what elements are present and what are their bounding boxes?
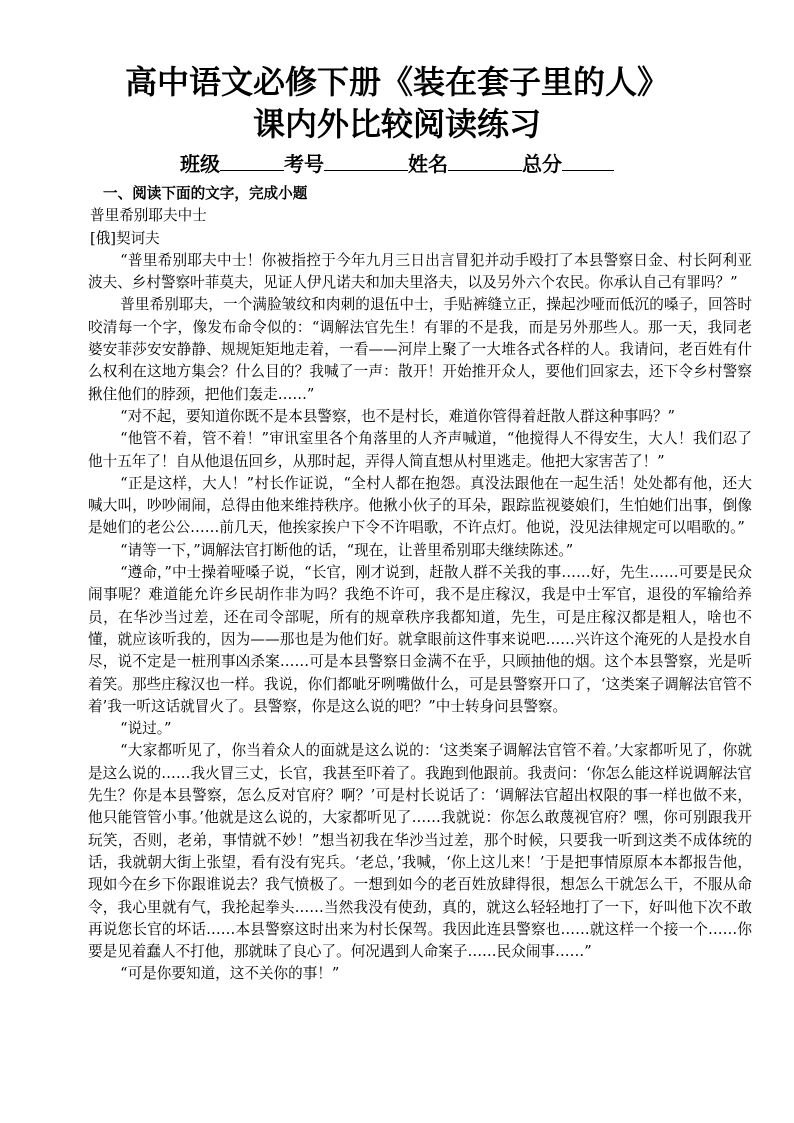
exam-number-blank[interactable] bbox=[324, 150, 408, 171]
paragraph: “遵命，”中士操着哑嗓子说，“长官，刚才说到，赶散人群不关我的事……好，先生……可要是民众闹事呢？难道能允许乡民胡作非为吗？我绝不许可，我不是庄稼汉，我是中士军官，退役的军输给养员，在华沙当过差，还在司令部呢，所有的规章秩序我都知道，先生，可是庄稼汉都是粗人，啥也不懂，就应该听我的，因为——那也是为他们好。就拿眼前这件事来说吧……兴许这个淹死的人是投水自尽，说不定是一桩刑事凶杀案……可是本县警察日金满不在乎，只顾抽他的烟。这个本县警察，光是听着笑。那些庄稼汉也一样。我说，你们都呲牙咧嘴做什么，可是县警察开口了，‘这类案子调解法官管不着’我一听这话就冒火了。县警察，你是这么说的吧？”中士转身问县警察。 bbox=[88, 564, 752, 715]
name-blank[interactable] bbox=[448, 150, 522, 171]
total-score-blank[interactable] bbox=[562, 150, 614, 171]
exam-number-label: 考号 bbox=[284, 152, 324, 176]
question-heading: 一、阅读下面的文字，完成小题 bbox=[103, 185, 308, 202]
class-label: 班级 bbox=[180, 152, 220, 176]
paragraph: “对不起，要知道你既不是本县警察，也不是村长，难道你管得着赶散人群这种事吗？” bbox=[120, 407, 676, 425]
name-label: 姓名 bbox=[408, 152, 448, 176]
worksheet-title: 高中语文必修下册《装在套子里的人》 bbox=[124, 63, 669, 101]
paragraph: “说过。” bbox=[120, 720, 172, 738]
article-title: 普里希别耶夫中士 bbox=[90, 207, 207, 225]
total-score-label: 总分 bbox=[522, 152, 562, 176]
paragraph: “普里希别耶夫中士！你被指控于今年九月三日出言冒犯并动手殴打了本县警察日金、村长阿利亚波夫、乡村警察叶菲莫夫，见证人伊凡诺夫和加夫里洛夫，以及另外六个农民。你承认自己有罪吗？” bbox=[88, 251, 752, 292]
paragraph: “他管不着，管不着！”审讯室里各个角落里的人齐声喊道，“他搅得人不得安生，大人！我们忍了他十五年了！自从他退伍回乡，从那时起，弄得人简直想从村里逃走。他把大家害苦了！” bbox=[88, 430, 752, 470]
class-blank[interactable] bbox=[220, 150, 284, 171]
paragraph: “大家都听见了，你当着众人的面就是这么说的：‘这类案子调解法官管不着。’大家都听见了，你就是这么说的……我火冒三丈，长官，我甚至吓着了。我跑到他跟前。我责问：‘你怎么能这样说调解法官先生？你是本县警察，怎么反对官府？啊？’可是村长说话了：‘调解法官超出权限的事一样也做不来，他只能管管小事。’他就是这么说的，大家都听见了……我就说：你怎么敢蔑视官府？嘿，你可别跟我开玩笑，否则，老弟，事情就不妙！”想当初我在华沙当过差，那个时候，只要我一听到这类不成体统的话，我就朝大街上张望，看有没有宪兵。‘老总，’我喊，‘你上这儿来！’于是把事情原原本本都报告他，现如今在乡下你跟谁说去？我气愤极了。一想到如今的老百姓放肆得很，想怎么干就怎么干，不服从命令，我心里就有气，我抡起拳头……当然我没有使劲，真的，就这么轻轻地打了一下，好叫他下次不敢再说您长官的坏话……本县警察这时出来为村长保驾。我因此连县警察也……就这样一个接一个……你要是见着蠢人不打他，那就昧了良心了。何况遇到人命案子……民众闹事……” bbox=[88, 742, 752, 961]
worksheet-subtitle: 课内外比较阅读练习 bbox=[252, 105, 541, 143]
paragraph: “请等一下，”调解法官打断他的话，“现在，让普里希别耶夫继续陈述。” bbox=[120, 541, 574, 559]
paragraph: “可是你要知道，这不关你的事！” bbox=[120, 965, 340, 983]
reading-passage bbox=[88, 183, 752, 986]
paragraph: “正是这样，大人！”村长作证说，“全村人都在抱怨。真没法跟他在一起生活！处处都有他，还大喊大叫，吵吵闹闹，总得由他来维持秩序。他揪小伙子的耳朵，跟踪监视婆娘们，生怕她们出事，倒像是她们的老公公……前几天，他挨家挨户下令不许唱歌，不许点灯。他说，没见法律规定可以唱歌的。” bbox=[88, 474, 752, 537]
article-author: [俄]契诃夫 bbox=[90, 229, 160, 247]
paragraph: 普里希别耶夫，一个满脸皱纹和肉刺的退伍中士，手贴裤缝立正，操起沙哑而低沉的嗓子，回答时咬清每一个字，像发布命令似的：“调解法官先生！有罪的不是我，而是另外那些人。那一天，我同老婆安菲莎安安静静、规规矩矩地走着，一看——河岸上聚了一大堆各式各样的人。我请问，老百姓有什么权利在这地方集会？什么目的？我喊了一声：散开！开始推开众人，要他们回家去，还下令乡村警察揪住他们的脖颈，把他们轰走……” bbox=[88, 296, 752, 403]
student-info-fields bbox=[0, 150, 794, 178]
